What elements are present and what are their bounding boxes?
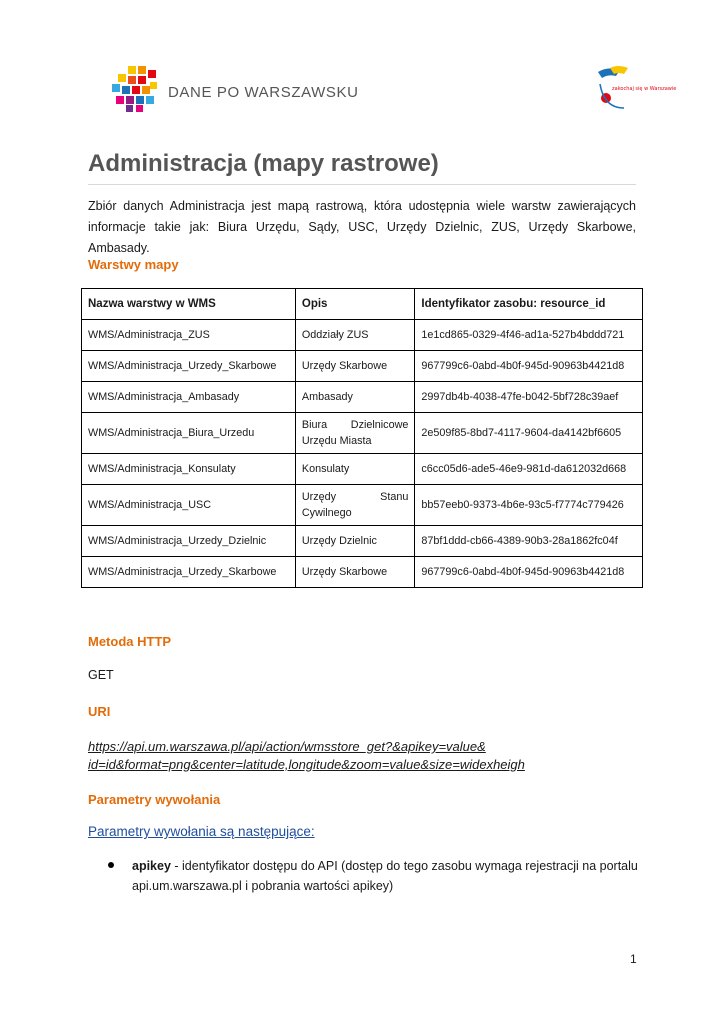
header-description: Opis [295,289,415,320]
table-row [82,320,643,351]
uri-line-1: https://api.um.warszawa.pl/api/action/wmsstore_get?&apikey=value& [88,739,486,754]
cell-layer-name: WMS/Administracja_USC [82,485,296,526]
cell-layer-name: WMS/Administracja_Urzedy_Dzielnic [82,526,296,557]
cell-resource-id: 2997db4b-4038-47fe-b042-5bf728c39aef [415,382,643,413]
list-item [112,856,640,896]
cell-description: Biura Dzielnicowe Urzędu Miasta [295,413,415,454]
uri-line-2: id=id&format=png&center=latitude,longitude&zoom=value&size=widexheigh [88,757,525,772]
table-row [82,557,643,588]
page-number: 1 [630,952,637,966]
seal-text: zakochaj się w Warszawie [612,86,677,92]
cell-resource-id: 1e1cd865-0329-4f46-ad1a-527b4bddd721 [415,320,643,351]
method-heading: Metoda HTTP [88,634,172,649]
param-name: apikey [132,859,171,873]
cell-resource-id: 967799c6-0abd-4b0f-945d-90963b4421d8 [415,557,643,588]
cell-resource-id: 87bf1ddd-cb66-4389-90b3-28a1862fc04f [415,526,643,557]
table-row [82,351,643,382]
cell-description: Urzędy Skarbowe [295,557,415,588]
cell-resource-id: 967799c6-0abd-4b0f-945d-90963b4421d8 [415,351,643,382]
table-row [82,526,643,557]
header-layer-name: Nazwa warstwy w WMS [82,289,296,320]
cell-layer-name: WMS/Administracja_Urzedy_Skarbowe [82,351,296,382]
page-title: Administracja (mapy rastrowe) [88,150,636,185]
warsaw-seal-icon [594,64,677,112]
intro-paragraph: Zbiór danych Administracja jest mapą rastrową, która udostępnia wiele warstw zawierających informacje takie jak: Biura Urzędu, Sądy, USC, Urzędy Dzielnic, ZUS, Urzędy Skarbowe, Ambasady. [88,199,636,255]
table-row [82,454,643,485]
cell-description: Oddziały ZUS [295,320,415,351]
cell-layer-name: WMS/Administracja_Konsulaty [82,454,296,485]
cell-layer-name: WMS/Administracja_Ambasady [82,382,296,413]
table-header-row [82,289,643,320]
cell-layer-name: WMS/Administracja_Urzedy_Skarbowe [82,557,296,588]
table-row [82,382,643,413]
cell-description: Konsulaty [295,454,415,485]
table-row [82,485,643,526]
cell-resource-id: 2e509f85-8bd7-4117-9604-da4142bf6605 [415,413,643,454]
cell-layer-name: WMS/Administracja_Biura_Urzedu [82,413,296,454]
cell-description: Urzędy Skarbowe [295,351,415,382]
uri-heading: URI [88,704,111,719]
logo-text: DANE PO WARSZAWSKU [168,84,359,101]
layers-heading: Warstwy mapy [88,257,179,272]
cell-resource-id: c6cc05d6-ade5-46e9-981d-da612032d668 [415,454,643,485]
table-row [82,413,643,454]
header-resource-id: Identyfikator zasobu: resource_id [415,289,643,320]
cell-resource-id: bb57eeb0-9373-4b6e-93c5-f7774c779426 [415,485,643,526]
params-heading: Parametry wywołania [88,792,221,807]
cell-description: Urzędy Stanu Cywilnego [295,485,415,526]
bullet-icon [108,862,114,868]
layers-table [81,288,643,588]
dane-po-warszawsku-logo-icon [112,66,158,112]
params-intro-link[interactable]: Parametry wywołania są następujące: [88,824,315,839]
cell-layer-name: WMS/Administracja_ZUS [82,320,296,351]
cell-description: Urzędy Dzielnic [295,526,415,557]
param-desc: - identyfikator dostępu do API (dostęp do tego zasobu wymaga rejestracji na portalu api.um.warszawa.pl i pobrania wartości apikey) [132,859,638,893]
method-value: GET [88,668,114,682]
uri-link[interactable] [88,738,636,774]
cell-description: Ambasady [295,382,415,413]
